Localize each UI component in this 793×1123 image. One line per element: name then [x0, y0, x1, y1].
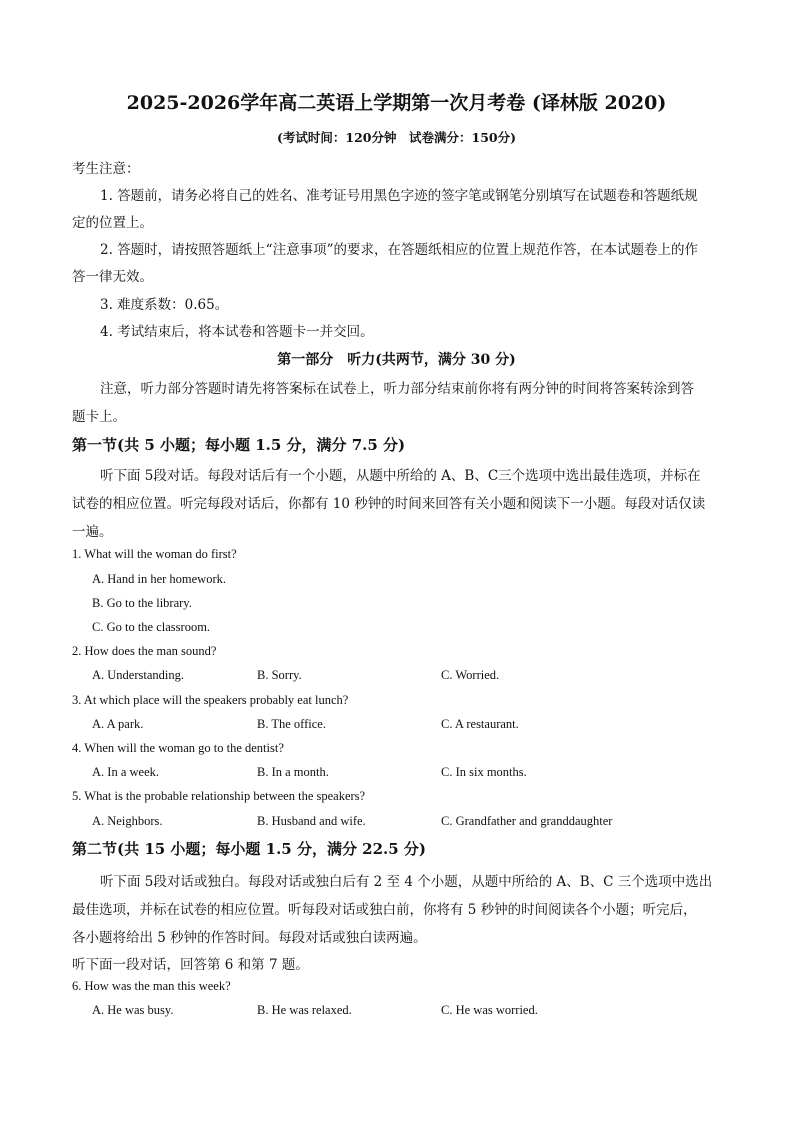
q6-option-c: C. He was worried. [441, 1003, 538, 1017]
question-4: 4. When will the woman go to the dentist? [72, 741, 284, 755]
part1-intro: 题卡上。 [72, 409, 126, 425]
q4-option-a: A. In a week. [92, 765, 159, 779]
q2-option-c: C. Worried. [441, 668, 500, 682]
section1-intro: 试卷的相应位置。听完每段对话后，你都有 10 秒钟的时间来回答有关小题和阅读下一小题。每段对话仅读 [72, 496, 706, 512]
notice-item: 2. 答题时，请按照答题纸上“注意事项”的要求，在答题纸相应的位置上规范作答，在本试题卷上的作 [100, 242, 698, 258]
part1-intro: 注意，听力部分答题时请先将答案标在试卷上，听力部分结束前你将有两分钟的时间将答案转涂到答 [100, 381, 694, 397]
q3-option-a: A. A park. [92, 717, 144, 731]
part1-heading: 第一部分 听力(共两节，满分 30 分) [277, 352, 516, 368]
section2-intro: 各小题将给出 5 秒钟的作答时间。每段对话或独白读两遍。 [72, 930, 427, 946]
section2-intro: 最佳选项，并标在试卷的相应位置。听每段对话或独白前，你将有 5 秒钟的时间阅读各个小题；听完后， [72, 902, 697, 918]
q5-option-b: B. Husband and wife. [257, 814, 366, 828]
notice-item: 定的位置上。 [72, 215, 153, 231]
section2-heading: 第二节(共 15 小题；每小题 1.5 分，满分 22.5 分) [72, 840, 427, 858]
section1-intro: 一遍。 [72, 524, 113, 540]
q6-option-a: A. He was busy. [92, 1003, 174, 1017]
question-6: 6. How was the man this week? [72, 979, 231, 993]
q5-option-a: A. Neighbors. [92, 814, 163, 828]
question-5: 5. What is the probable relationship between the speakers? [72, 789, 366, 803]
q3-option-b: B. The office. [257, 717, 326, 731]
section1-heading: 第一节(共 5 小题；每小题 1.5 分，满分 7.5 分) [72, 436, 406, 454]
notice-heading: 考生注意： [72, 161, 140, 177]
notice-item: 4. 考试结束后，将本试卷和答题卡一并交回。 [100, 324, 374, 340]
section2-intro: 听下面 5段对话或独白。每段对话或独白后有 2 至 4 个小题，从题中所给的 A、B、C 三个选项中选出 [100, 874, 713, 890]
q1-option-a: A. Hand in her homework. [92, 572, 226, 586]
notice-item: 1. 答题前，请务必将自己的姓名、准考证号用黑色字迹的签字笔或钢笔分别填写在试题卷和答题纸规 [100, 188, 698, 204]
section2-sub-intro: 听下面一段对话，回答第 6 和第 7 题。 [72, 957, 309, 973]
q1-option-b: B. Go to the library. [92, 596, 192, 610]
notice-item: 答一律无效。 [72, 269, 153, 285]
section1-intro: 听下面 5段对话。每段对话后有一个小题，从题中所给的 A、B、C三个选项中选出最佳选项，并标在 [100, 468, 701, 484]
exam-info: (考试时间：120分钟 试卷满分：150分) [276, 130, 516, 145]
q6-option-b: B. He was relaxed. [257, 1003, 352, 1017]
page-title: 2025-2026学年高二英语上学期第一次月考卷 (译林版 2020) [126, 92, 667, 114]
question-1: 1. What will the woman do first? [72, 547, 237, 561]
notice-item: 3. 难度系数：0.65。 [100, 297, 229, 313]
q2-option-b: B. Sorry. [257, 668, 302, 682]
q4-option-c: C. In six months. [441, 765, 527, 779]
q1-option-c: C. Go to the classroom. [92, 620, 211, 634]
q5-option-c: C. Grandfather and granddaughter [441, 814, 613, 828]
question-3: 3. At which place will the speakers probably eat lunch? [72, 693, 349, 707]
q4-option-b: B. In a month. [257, 765, 329, 779]
question-2: 2. How does the man sound? [72, 644, 217, 658]
q2-option-a: A. Understanding. [92, 668, 184, 682]
q3-option-c: C. A restaurant. [441, 717, 519, 731]
